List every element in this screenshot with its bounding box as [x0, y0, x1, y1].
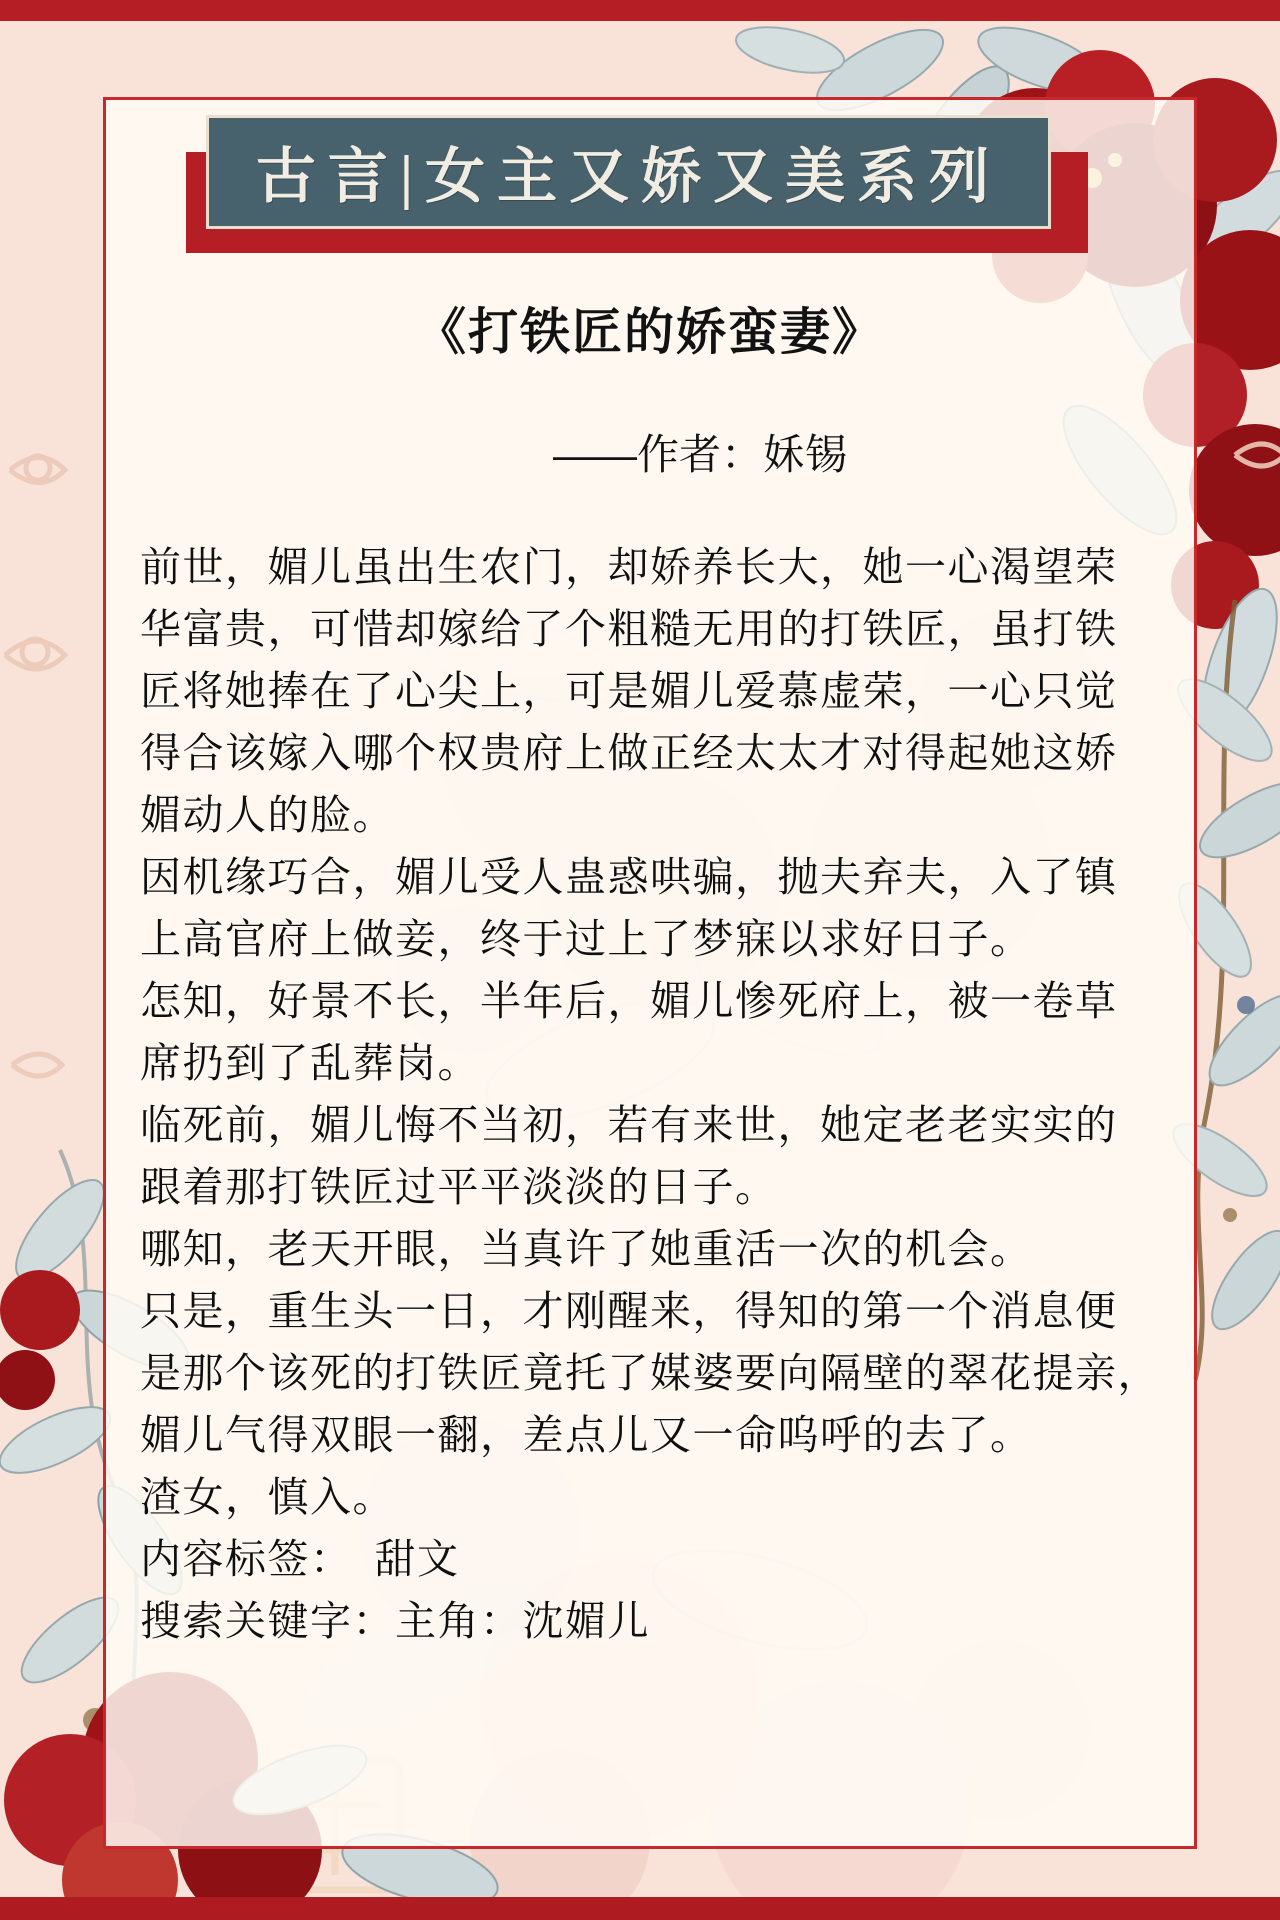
- synopsis-line: 跟着那打铁匠过平平淡淡的日子。: [140, 1164, 778, 1210]
- synopsis-line: 哪知，老天开眼，当真许了她重活一次的机会。: [140, 1226, 1033, 1272]
- top-red-bar: [0, 0, 1280, 21]
- series-banner-text: 古言|女主又娇又美系列: [255, 144, 1002, 210]
- synopsis: [140, 536, 1180, 1652]
- series-banner: [206, 115, 1051, 229]
- author-line: ——作者：姀锡: [552, 431, 847, 478]
- synopsis-line: 只是，重生头一日，才刚醒来，得知的第一个消息便: [140, 1288, 1118, 1334]
- synopsis-line: 前世，媚儿虽出生农门，却娇养长大，她一心渴望荣: [140, 544, 1118, 590]
- synopsis-line: 因机缘巧合，媚儿受人蛊惑哄骗，抛夫弃夫，入了镇: [140, 854, 1118, 900]
- book-title: 《打铁匠的娇蛮妻》: [416, 304, 884, 360]
- synopsis-line: 得合该嫁入哪个权贵府上做正经太太才对得起她这娇: [140, 730, 1118, 776]
- bottom-red-bar: [0, 1897, 1280, 1920]
- synopsis-line: 媚儿气得双眼一翻，差点儿又一命呜呼的去了。: [140, 1412, 1033, 1458]
- synopsis-line: 怎知，好景不长，半年后，媚儿惨死府上，被一卷草: [140, 978, 1118, 1024]
- synopsis-line: 渣女，慎入。: [140, 1474, 395, 1520]
- tags-line: 内容标签： 甜文: [140, 1536, 460, 1582]
- content-panel: [103, 97, 1197, 1849]
- synopsis-lines: [140, 536, 1180, 1528]
- synopsis-line: 匠将她捧在了心尖上，可是媚儿爱慕虚荣，一心只觉: [140, 668, 1118, 714]
- synopsis-line: 华富贵，可惜却嫁给了个粗糙无用的打铁匠，虽打铁: [140, 606, 1118, 652]
- synopsis-line: 临死前，媚儿悔不当初，若有来世，她定老老实实的: [140, 1102, 1118, 1148]
- synopsis-line: 上高官府上做妾，终于过上了梦寐以求好日子。: [140, 916, 1033, 962]
- search-keywords-line: 搜索关键字：主角：沈媚儿: [140, 1598, 650, 1644]
- synopsis-line: 席扔到了乱葬岗。: [140, 1040, 480, 1086]
- synopsis-line: 是那个该死的打铁匠竟托了媒婆要向隔壁的翠花提亲，: [140, 1350, 1160, 1396]
- synopsis-line: 媚动人的脸。: [140, 792, 395, 838]
- cloud-artwork-left-margin: [5, 456, 65, 1076]
